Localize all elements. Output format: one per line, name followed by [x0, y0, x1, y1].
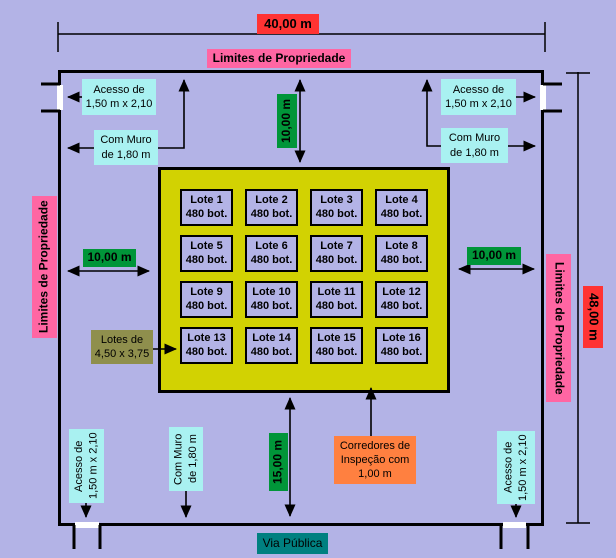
lot-box	[310, 327, 363, 364]
lot-capacity: 480 bot.	[315, 253, 358, 266]
lot-name: Lote 7	[320, 239, 353, 252]
access-line2: 1,50 m x 2,10	[445, 98, 512, 110]
lot-box	[310, 189, 363, 226]
dimension-fifteen-label: 15,00 m	[269, 433, 288, 491]
lot-name: Lote 13	[187, 331, 226, 344]
lot-capacity: 480 bot.	[250, 345, 293, 358]
lot-box	[375, 235, 428, 272]
lot-box	[375, 327, 428, 364]
lot-box	[375, 189, 428, 226]
lot-name: Lote 16	[382, 331, 421, 344]
lot-box	[180, 189, 233, 226]
access-line2: 1,50 m x 2,10	[87, 432, 100, 500]
lot-size-line2: 4,50 x 3,75	[94, 348, 150, 360]
dimension-ten-label-right: 10,00 m	[467, 247, 521, 265]
lot-name: Lote 4	[385, 193, 418, 206]
lot-capacity: 480 bot.	[315, 299, 358, 312]
dimension-ten-label-top: 10,00 m	[277, 94, 297, 148]
wall-line1: Com Muro	[172, 433, 185, 485]
public-road-label: Via Pública	[257, 533, 328, 554]
access-label-bottom-left	[69, 429, 104, 503]
property-limit-label-right: Limites de Propriedade	[546, 254, 571, 402]
lot-capacity: 480 bot.	[185, 345, 228, 358]
lot-size-line1: Lotes de	[100, 333, 144, 346]
corridor-line3: 1,00 m	[358, 468, 392, 481]
lot-name: Lote 1	[190, 193, 223, 206]
lot-box	[245, 189, 298, 226]
wall-line1: Com Muro	[100, 134, 152, 147]
lot-name: Lote 14	[252, 331, 291, 344]
wall-line2: de 1,80 m	[101, 148, 151, 161]
lot-name: Lote 10	[252, 285, 291, 298]
access-line2: 1,50 m x 2,10	[85, 98, 153, 110]
corridor-line1: Corredores de	[339, 439, 411, 452]
lot-capacity: 480 bot.	[185, 299, 228, 312]
access-line1: Acesso de	[502, 441, 515, 494]
lot-capacity: 480 bot.	[315, 345, 358, 358]
lot-capacity: 480 bot.	[185, 253, 228, 266]
lot-capacity: 480 bot.	[250, 253, 293, 266]
wall-line1: Com Muro	[448, 132, 501, 145]
lot-name: Lote 11	[317, 285, 356, 298]
lot-capacity: 480 bot.	[185, 207, 228, 220]
lot-name: Lote 2	[255, 193, 288, 206]
lots-area	[158, 167, 450, 393]
access-line1: Acesso de	[93, 83, 145, 96]
lot-box	[180, 327, 233, 364]
access-line1: Acesso de	[452, 83, 505, 96]
lot-box	[375, 281, 428, 318]
lot-box	[180, 281, 233, 318]
lot-box	[245, 235, 298, 272]
lot-capacity: 480 bot.	[315, 207, 358, 220]
lot-box	[245, 281, 298, 318]
wall-label-bottom	[169, 427, 203, 491]
lot-capacity: 480 bot.	[250, 207, 293, 220]
property-limit-label-top: Limites de Propriedade	[207, 49, 351, 68]
lots-grid	[161, 170, 447, 364]
lot-capacity: 480 bot.	[380, 253, 423, 266]
lot-box	[310, 281, 363, 318]
lot-capacity: 480 bot.	[380, 207, 423, 220]
lot-box	[180, 235, 233, 272]
lot-name: Lote 12	[382, 285, 421, 298]
lot-capacity: 480 bot.	[380, 345, 423, 358]
lot-name: Lote 5	[190, 239, 223, 252]
lot-name: Lote 9	[190, 285, 223, 298]
access-line1: Acesso de	[73, 440, 86, 492]
access-line2: 1,50 m x 2,10	[517, 434, 529, 501]
property-limit-label-left: Limites de Propriedade	[32, 196, 57, 338]
lot-capacity: 480 bot.	[380, 299, 423, 312]
dimension-width-label: 40,00 m	[257, 14, 319, 34]
lot-box	[245, 327, 298, 364]
lot-box	[310, 235, 363, 272]
lot-size-label	[91, 330, 153, 364]
wall-line2: de 1,80 m	[187, 434, 199, 484]
wall-line2: de 1,80 m	[450, 146, 499, 159]
inspection-corridors-label	[334, 436, 416, 484]
lot-name: Lote 15	[317, 331, 356, 344]
lot-capacity: 480 bot.	[250, 299, 293, 312]
wall-label-top-left	[94, 130, 158, 165]
access-label-top-left	[82, 79, 156, 115]
lot-name: Lote 3	[320, 193, 353, 206]
access-label-top-right	[441, 79, 516, 115]
access-label-bottom-right	[497, 431, 535, 504]
dimension-height-label: 48,00 m	[583, 286, 603, 348]
lot-name: Lote 8	[385, 239, 418, 252]
corridor-line2: Inspeção com	[340, 453, 410, 466]
dimension-ten-label-left: 10,00 m	[83, 249, 136, 267]
lot-name: Lote 6	[255, 239, 288, 252]
wall-label-top-right	[441, 128, 508, 163]
